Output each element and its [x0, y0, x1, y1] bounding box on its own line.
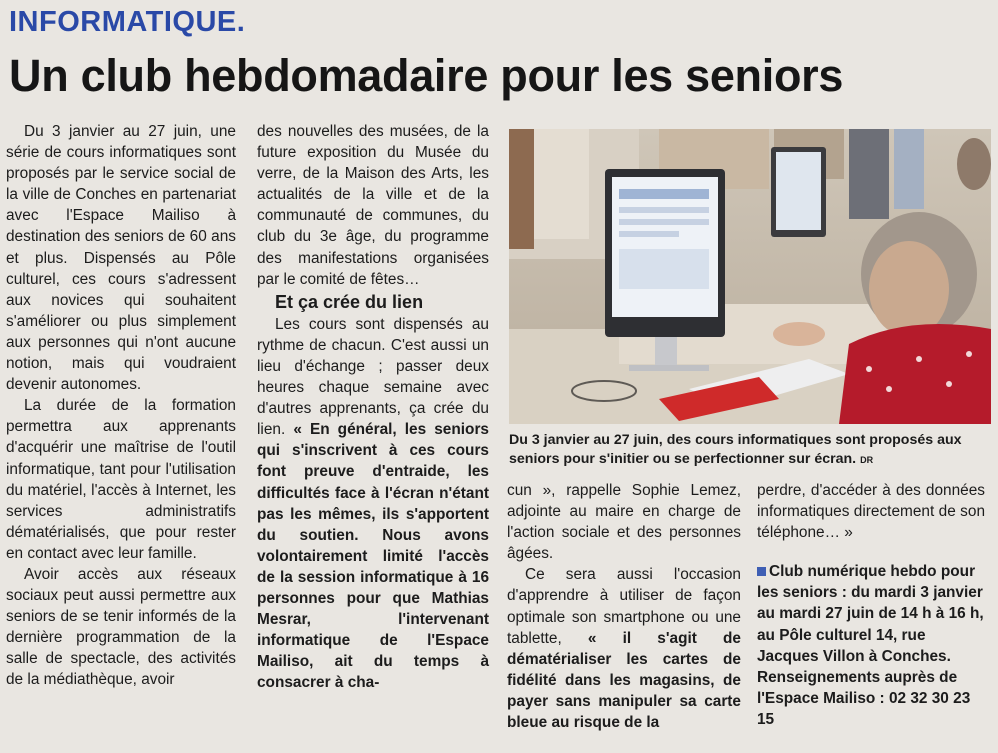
info-box — [757, 561, 985, 730]
info-text: Club numérique hebdo pour les seniors : du mardi 3 janvier au mardi 27 juin de 14 h à 16 h, au Pôle culturel 14, rue Jacques Villon à Conches. Renseignements auprès de l'Espace Mailiso : 02 32 30 23 15 — [757, 563, 984, 728]
column-1 — [6, 121, 236, 691]
column-2 — [257, 121, 489, 693]
paragraph: perdre, d'accéder à des données informatiques directement de son téléphone… » — [757, 482, 985, 542]
paragraph: La durée de la formation permettra aux apprenants d'acquérir une maîtrise de l'outil informatique, tant pour l'utilisation du matériel, l'accès à Internet, les services administratifs dématérialisés, que pour rester en contact avec leur famille. — [6, 397, 236, 562]
article-photo — [509, 129, 991, 424]
paragraph-text: Ce sera aussi l'occasion d'apprendre à utiliser de façon optimale son smartphone ou une tablette, — [507, 566, 741, 647]
quote-text: « En général, les seniors qui s'inscrivent à ces cours font preuve d'entraide, les difficultés face à l'écran n'étant pas les mêmes, ils s'apportent du soutien. Nous avons volontairement limité l'accès de la session informatique à 16 personnes pour que Mathias Mesrar, l'intervenant informatique de l'Espace Mailiso, ait du temps à consacrer à cha- — [257, 421, 489, 692]
square-bullet-icon — [757, 567, 766, 576]
photo-caption — [509, 431, 991, 470]
paragraph: Du 3 janvier au 27 juin, une série de cours informatiques sont proposés par le service social de la ville de Conches en partenariat avec l'Espace Mailiso à destination des seniors de 60 ans et plus. Dispensés au Pôle culturel, ces cours s'adressent aux novices qui souhaitent s'améliorer ou plus simplement aux personnes qui n'ont aucune notion, mais qui voudraient devenir autonomes. — [6, 123, 236, 394]
quote-text: « il s'agit de dématérialiser les cartes de fidélité dans les magasins, de payer sans manipuler sa carte bleue au risque de la — [507, 629, 741, 732]
paragraph: des nouvelles des musées, de la future exposition du Musée du verre, de la Maison des Arts, les actualités de la ville et de la communauté de communes, du club du 3e âge, du programme des manifestations organisées par le comité de fêtes… — [257, 123, 489, 288]
section-kicker: INFORMATIQUE. — [9, 6, 246, 38]
column-3 — [507, 480, 741, 733]
paragraph — [257, 314, 489, 694]
photo-credit: DR — [860, 455, 874, 465]
paragraph: Avoir accès aux réseaux sociaux peut aussi permettre aux seniors de se tenir informés de la dernière programmation de la salle de spectacle, des activités de la médiathèque, avoir — [6, 565, 236, 689]
article-headline: Un club hebdomadaire pour les seniors — [9, 50, 844, 101]
subheading: Et ça crée du lien — [275, 291, 424, 312]
paragraph-text: Les cours sont dispensés au rythme de chacun. C'est aussi un lieu d'échange ; passer deux heures chaque semaine avec d'autres apprenants, ça crée du lien. — [257, 315, 489, 439]
caption-text: Du 3 janvier au 27 juin, des cours informatiques sont proposés aux seniors pour s'initier ou se perfectionner sur écran. — [509, 432, 962, 467]
paragraph — [507, 564, 741, 733]
paragraph: cun », rappelle Sophie Lemez, adjointe au maire en charge de l'action sociale et des personnes âgées. — [507, 482, 741, 563]
column-4 — [757, 480, 985, 730]
seniors-computer-photo — [509, 129, 991, 424]
